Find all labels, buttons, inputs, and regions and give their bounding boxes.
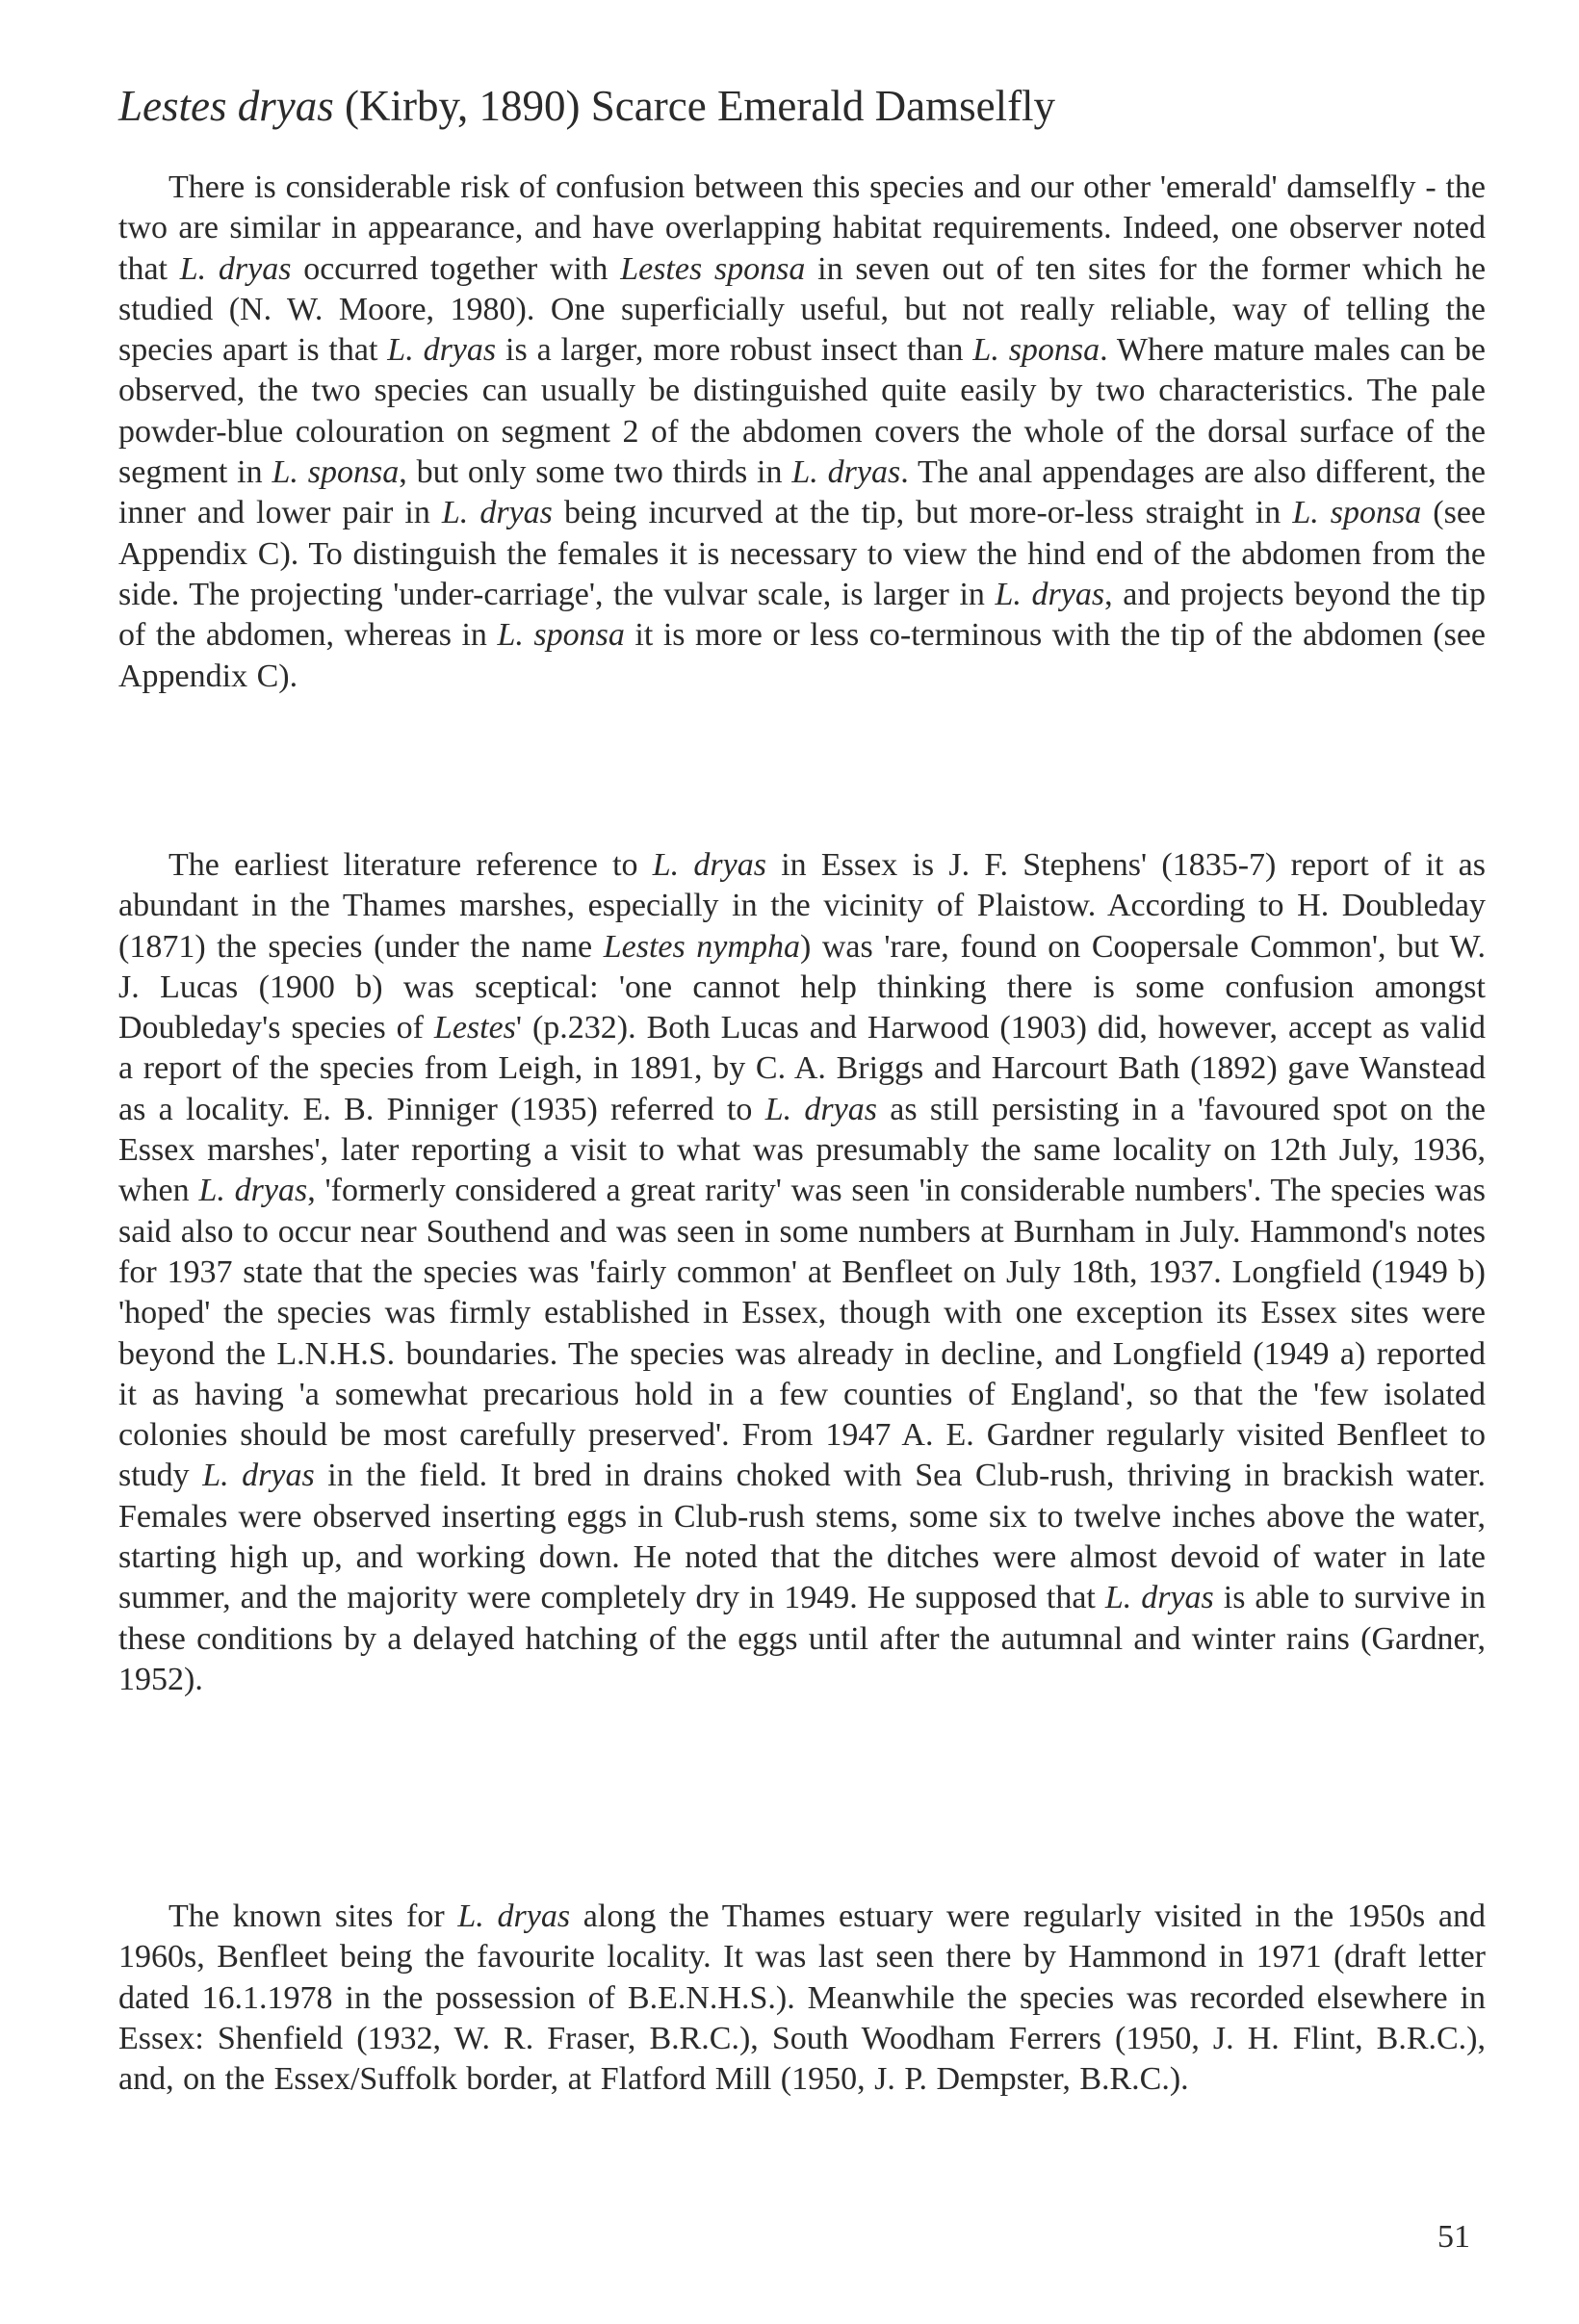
species-citation: L. dryas — [1104, 1580, 1214, 1616]
text-run: in Essex is J. F. Stephens' (1835-7) report of it as abundant in the Thames marshes, especially in the vicinity of Plaistow. According to H. Doubleday (1871) the species (under the name — [118, 847, 1486, 965]
text-run: is a larger, more robust insect than — [496, 332, 973, 369]
species-citation: L. sponsa — [272, 454, 400, 491]
text-run: . Where mature males can be observed, the two species can usually be distinguished quite easily by two characteristics. The pale powder-blue colouration on segment 2 of the abdomen covers the whole of the dorsal surface of the segment in — [118, 332, 1486, 491]
species-citation: L. sponsa — [1292, 495, 1422, 531]
text-run: (see Appendix C). To distinguish the females it is necessary to view the hind end of the abdomen from the side. The projecting 'under-carriage', the vulvar scale, is larger in — [118, 495, 1487, 612]
text-run: in seven out of ten sites for the former which he studied (N. W. Moore, 1980). One superficially useful, but not really reliable, way of telling the species apart is that — [118, 250, 1487, 369]
species-citation: L. dryas — [652, 847, 766, 883]
text-run: being incurved at the tip, but more-or-less straight in — [552, 495, 1293, 531]
species-heading-rest: (Kirby, 1890) Scarce Emerald Damselfly — [333, 82, 1056, 130]
species-citation: L. dryas — [441, 495, 553, 531]
text-run: along the Thames estuary were regularly visited in the 1950s and 1960s, Benfleet being the favourite locality. It was last seen there by Hammond in 1971 (draft letter dated 16.1.1978 in the possession of B.E.N.H.S.). Meanwhile the species was recorded elsewhere in Essex: Shenfield (1932, W. R. Fraser, B.R.C.), South Woodham Ferrers (1950, J. H. Flint, B.R.C.), and, on the Essex/Suffolk border, at Flatford Mill (1950, J. P. Dempster, B.R.C.). — [118, 1898, 1486, 2098]
text-run: as still persisting in a 'favoured spot on the Essex marshes', later reporting a visit to what was presumably the same locality on 12th July, 1936, when — [118, 1091, 1486, 1209]
paragraph-identification — [118, 168, 1486, 697]
species-citation: Lestes nympha — [603, 928, 800, 965]
paragraph-history — [118, 845, 1486, 1700]
text-run: The earliest literature reference to — [168, 847, 653, 883]
text-run: , and projects beyond the tip of the abdomen, whereas in — [118, 576, 1486, 654]
text-run: There is considerable risk of confusion between this species and our other 'emerald' damselfly - the two are similar in appearance, and have overlapping habitat requirements. Indeed, one observer noted that — [118, 169, 1486, 287]
species-citation: Lestes — [433, 1010, 516, 1046]
text-run: The known sites for — [168, 1898, 458, 1934]
species-citation: L. sponsa — [972, 332, 1100, 369]
species-citation: L. sponsa — [497, 617, 625, 654]
paragraph-recent-records — [118, 1897, 1486, 2100]
text-run: occurred together with — [291, 250, 621, 287]
species-citation: L. dryas — [791, 454, 901, 491]
text-run: . The anal appendages are also different, the inner and lower pair in — [118, 454, 1486, 531]
text-run: , but only some two thirds in — [399, 454, 792, 491]
page-number: 51 — [1437, 2219, 1470, 2255]
species-citation: L. dryas — [457, 1898, 571, 1934]
species-citation: L. dryas — [202, 1458, 315, 1494]
species-citation: L. dryas — [198, 1173, 308, 1209]
text-run: , 'formerly considered a great rarity' was seen 'in considerable numbers'. The species was said also to occur near Southend and was seen in some numbers at Burnham in July. Hammond's notes for 1937 state that the species was 'fairly common' at Benfleet on July 18th, 1937. Longfield (1949 b) 'hoped' the species was firmly established in Essex, though with one exception its Essex sites were beyond the L.N.H.S. boundaries. The species was already in decline, and Longfield (1949 a) reported it as having 'a somewhat precarious hold in a few counties of England', so that the 'few isolated colonies should be most carefully preserved'. From 1947 A. E. Gardner regularly visited Benfleet to study — [118, 1173, 1486, 1494]
text-run: is able to survive in these conditions by a delayed hatching of the eggs until after the autumnal and winter rains (Gardner, 1952). — [118, 1580, 1486, 1697]
text-run: it is more or less co-terminous with the tip of the abdomen (see Appendix C). — [118, 617, 1486, 694]
species-name: Lestes dryas — [118, 82, 334, 130]
species-citation: L. dryas — [764, 1091, 877, 1127]
species-citation: L. dryas — [179, 250, 292, 287]
species-heading — [118, 79, 1486, 133]
species-citation: L. dryas — [995, 576, 1105, 612]
species-citation: Lestes sponsa — [620, 250, 806, 287]
text-run: in the field. It bred in drains choked with Sea Club-rush, thriving in brackish water. Females were observed inserting eggs in Club-rush stems, some six to twelve inches above the water, starting high up, and working down. He noted that the ditches were almost devoid of water in late summer, and the majority were completely dry in 1949. He supposed that — [118, 1458, 1486, 1616]
text-run: ) was 'rare, found on Coopersale Common', but W. J. Lucas (1900 b) was sceptical: 'one cannot help thinking there is some confusion amongst Doubleday's species of — [118, 928, 1487, 1046]
text-run: ' (p.232). Both Lucas and Harwood (1903) did, however, accept as valid a report of the species from Leigh, in 1891, by C. A. Briggs and Harcourt Bath (1892) gave Wanstead as a locality. E. B. Pinniger (1935) referred to — [118, 1010, 1486, 1127]
species-citation: L. dryas — [387, 332, 497, 369]
